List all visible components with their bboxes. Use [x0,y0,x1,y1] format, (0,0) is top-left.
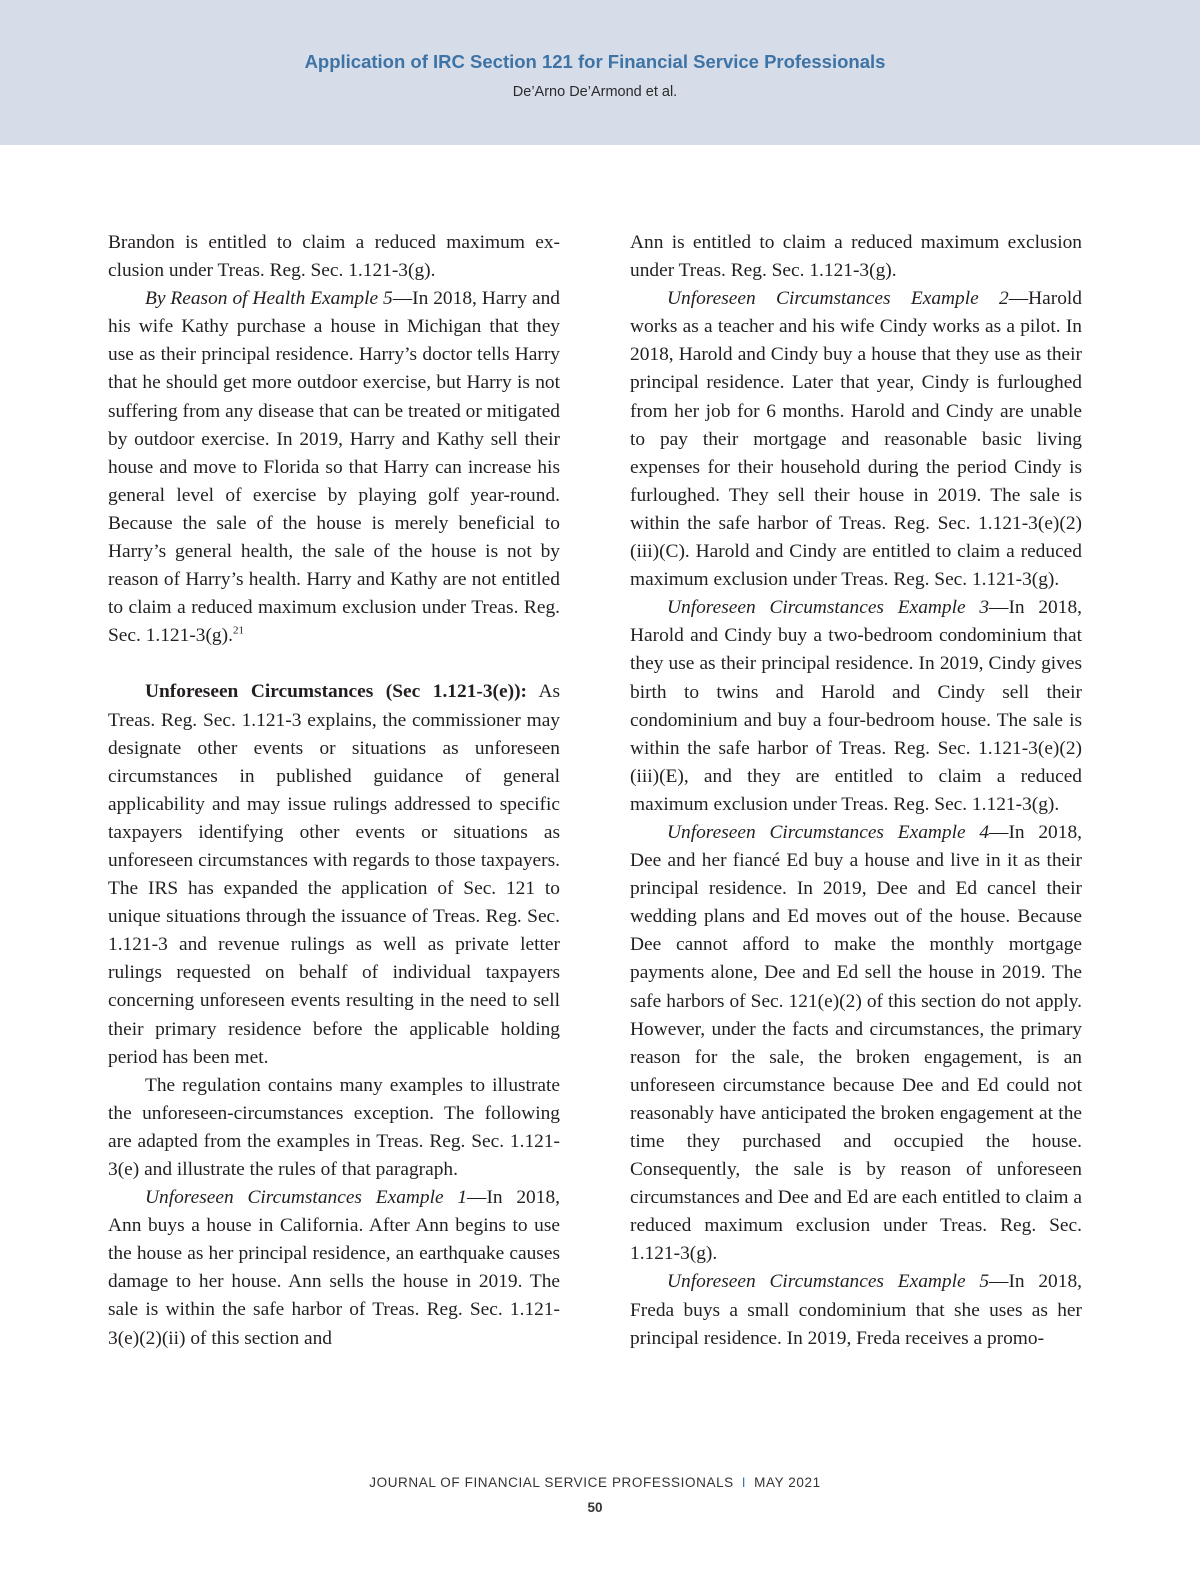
footer-journal-line [0,1475,1190,1490]
example-title: Unforeseen Circumstances Example 1 [145,1187,468,1209]
page-number: 50 [587,1500,603,1515]
footnote-marker: 21 [232,624,244,637]
paragraph [108,285,560,650]
section-text: As Treas. Reg. Sec. 1.121-3 explains, the commissioner may designate other events or situations as unforeseen circumstances in published guidance of general applicability and may issue rulings addressed to specific taxpayers identifying other events or situations as unforeseen circumstances with regards to those taxpayers. The IRS has expanded the application of Sec. 121 to unique situations through the issuance of Treas. Reg. Sec. 1.121-3 and revenue rulings as well as private letter rulings requested on behalf of individual taxpayers concerning unforeseen events resulting in the need to sell their primary residence before the applicable holding period has been met. [108,681,560,1068]
example-text: —In 2018, Harold and Cindy buy a two-bedroom condominium that they use as their principal residence. In 2019, Cindy gives birth to twins and Harold and Cindy sell their condominium and buy a four-bedroom house. The sale is within the safe harbor of Treas. Reg. Sec. 1.121-3(e)(2)(iii)(E), and they are entitled to claim a reduced maximum exclusion under Treas. Reg. Sec. 1.121-3(g). [630,597,1082,815]
paragraph [108,1184,560,1353]
example-text: —In 2018, Freda buys a small condominium that she uses as her principal residence. In 2019, Freda receives a promo- [630,1271,1082,1349]
journal-name: JOURNAL OF FINANCIAL SERVICE PROFESSIONALS [369,1475,734,1490]
section-heading: Unforeseen Circumstances (Sec 1.121-3(e)): [145,681,527,703]
header-band [0,0,1200,145]
paragraph [630,819,1082,1269]
paragraph: Brandon is entitled to claim a reduced maximum exclusion under Treas. Reg. Sec. 1.121-3(g). [108,232,560,282]
paragraph [630,285,1082,594]
issue-date: MAY 2021 [754,1475,821,1490]
right-column [630,229,1082,1353]
example-text: —Harold works as a teacher and his wife Cindy works as a pilot. In 2018, Harold and Cindy buy a house that they use as their principal residence. Later that year, Cindy is furloughed from her job for 6 months. Harold and Cindy are unable to pay their mortgage and reasonable basic living expenses for their household during the period Cindy is furloughed. They sell their house in 2019. The sale is within the safe harbor of Treas. Reg. Sec. 1.121-3(e)(2)(iii)(C). Harold and Cindy are entitled to claim a reduced maximum exclusion under Treas. Reg. Sec. 1.121-3(g). [630,288,1082,591]
example-text: —In 2018, Dee and her fiancé Ed buy a house and live in it as their principal residence. In 2019, Dee and Ed cancel their wedding plans and Ed moves out of the house. Because Dee cannot afford to make the monthly mortgage payments alone, Dee and Ed sell the house in 2019. The safe harbors of Sec. 121(e)(2) of this section do not apply. However, under the facts and circumstances, the primary reason for the sale, the broken engagement, is an unforeseen circumstance because Dee and Ed could not reasonably have anticipated the broken engagement at the time they purchased and occupied the house. Consequently, the sale is by reason of unforeseen circumstances and Dee and Ed are each entitled to claim a reduced maximum exclusion under Treas. Reg. Sec. 1.121-3(g). [630,821,1082,1265]
footer-separator: I [741,1475,747,1490]
paragraph: The regulation contains many examples to illustrate the unforeseen-circumstances exception. The following are adapted from the examples in Treas. Reg. Sec. 1.121-3(e) and illustrate the rules of that paragraph. [108,1074,560,1180]
example-text: —In 2018, Harry and his wife Kathy purchase a house in Michigan that they use as their principal residence. Harry’s doctor tells Harry that he should get more outdoor exercise, but Harry is not suffering from any disease that can be treated or mitigated by outdoor exercise. In 2019, Harry and Kathy sell their house and move to Florida so that Harry can increase his general level of exercise by playing golf year-round. Because the sale of the house is merely beneficial to Harry’s general health, the sale of the house is not by reason of Harry’s health. Harry and Kathy are not entitled to claim a reduced maximum exclusion under Treas. Reg. Sec. 1.121-3(g). [108,288,561,647]
left-column [108,229,560,1353]
example-title: By Reason of Health Example 5 [145,288,393,310]
example-title: Unforeseen Circumstances Example 2 [667,288,1009,310]
paragraph [108,678,560,1071]
paragraph [630,1268,1082,1352]
example-title: Unforeseen Circumstances Example 5 [667,1271,990,1293]
paragraph [630,594,1082,819]
example-title: Unforeseen Circumstances Example 3 [667,597,990,619]
paragraph: Ann is entitled to claim a reduced maximum exclusion under Treas. Reg. Sec. 1.121-3(g). [630,232,1082,282]
example-text: —In 2018, Ann buys a house in California. After Ann begins to use the house as her principal residence, an earthquake causes damage to her house. Ann sells the house in 2019. The sale is within the safe harbor of Treas. Reg. Sec. 1.121-3(e)(2)(ii) of this section and [108,1187,560,1349]
example-title: Unforeseen Circumstances Example 4 [667,821,990,843]
article-authors: De’Arno De’Armond et al. [512,84,678,100]
article-title: Application of IRC Section 121 for Financial Service Professionals [304,51,886,72]
